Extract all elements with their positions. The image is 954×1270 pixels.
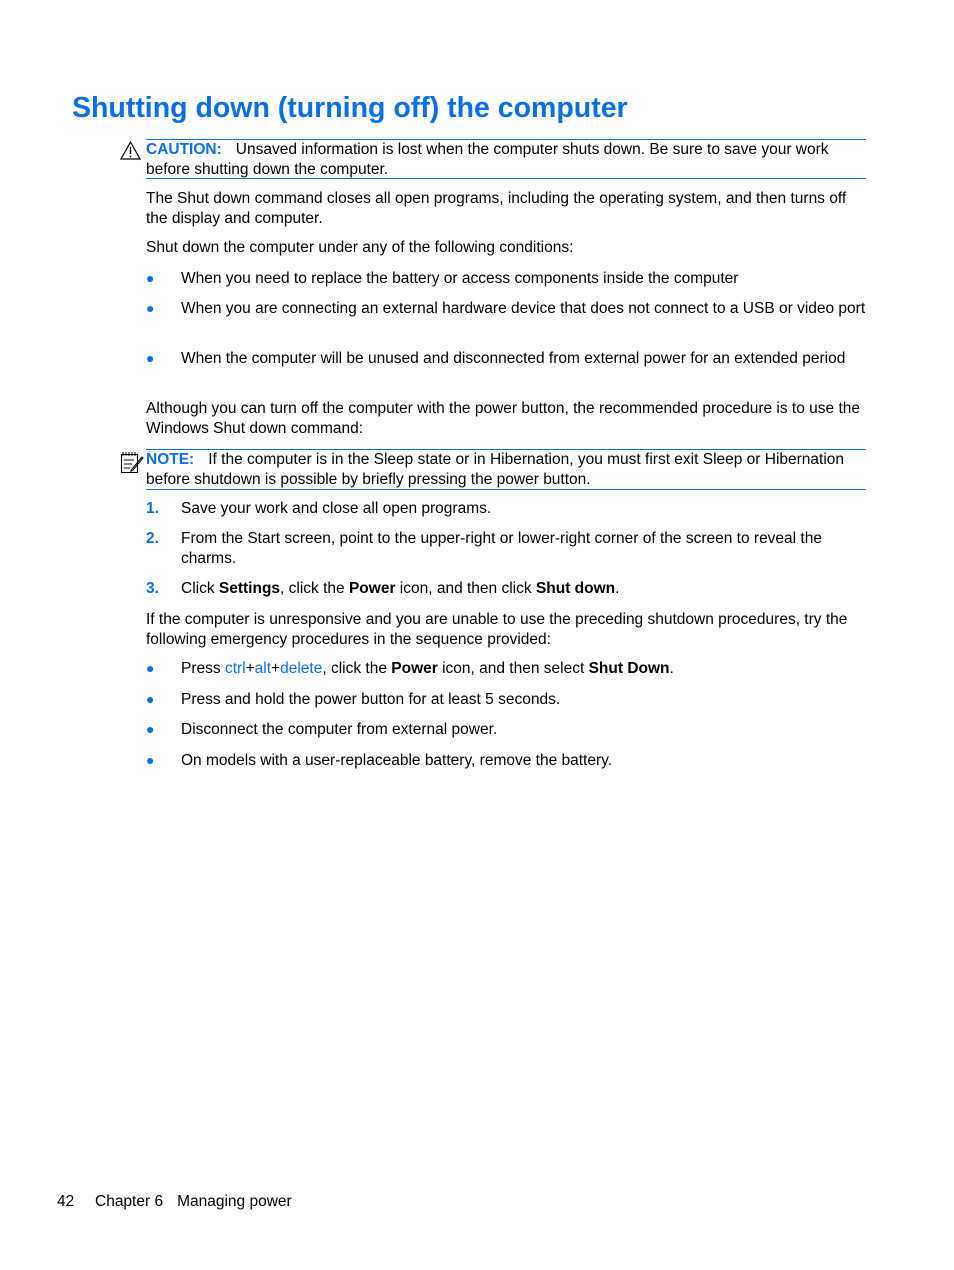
step-text: Save your work and close all open programs. xyxy=(181,500,492,517)
step-text-part: Click xyxy=(181,580,219,597)
chapter-label: Chapter 6 xyxy=(95,1193,164,1210)
delete-key: delete xyxy=(280,660,323,677)
note-box xyxy=(146,449,866,490)
note-label: NOTE: xyxy=(146,451,195,468)
section-label: Managing power xyxy=(177,1193,292,1210)
emergency-intro: If the computer is unresponsive and you are unable to use the preceding shutdown procedures, try the following emergency procedures in the sequence provided: xyxy=(146,611,848,648)
step-number: 1. xyxy=(146,500,159,517)
page-title: Shutting down (turning off) the computer xyxy=(72,92,628,124)
bullet-dot-icon: ● xyxy=(146,300,155,316)
bullet-dot-icon: ● xyxy=(146,270,155,286)
bullet-dot-icon: ● xyxy=(146,721,155,737)
intro-paragraph: The Shut down command closes all open programs, including the operating system, and then turns off the display and computer. xyxy=(146,190,847,227)
caution-label: CAUTION: xyxy=(146,141,222,158)
caution-text: Unsaved information is lost when the computer shuts down. Be sure to save your work before shutting down the computer. xyxy=(146,141,829,178)
note-text: If the computer is in the Sleep state or in Hibernation, you must first exit Sleep or Hibernation before shutdown is possible by briefly pressing the power button. xyxy=(146,451,845,488)
page-number: 42 xyxy=(57,1193,75,1210)
note-pad-icon xyxy=(120,451,144,480)
step-number: 3. xyxy=(146,580,159,597)
text-part: + xyxy=(245,660,255,677)
settings-term: Settings xyxy=(218,580,281,597)
bullet-dot-icon: ● xyxy=(146,350,155,366)
step-text: From the Start screen, point to the upper-right or lower-right corner of the screen to reveal the charms. xyxy=(181,530,822,567)
condition-text: When you need to replace the battery or access components inside the computer xyxy=(181,270,739,287)
step-text-part: icon, and then click xyxy=(395,580,536,597)
emergency-text: Press and hold the power button for at least 5 seconds. xyxy=(181,691,561,708)
warning-triangle-icon xyxy=(120,141,141,166)
condition-text: When the computer will be unused and disconnected from external power for an extended period xyxy=(181,350,846,367)
step-text-part: , click the xyxy=(280,580,349,597)
shut-down-term: Shut Down xyxy=(588,660,670,677)
step-text xyxy=(181,579,866,599)
step-text-part: . xyxy=(615,580,620,597)
shut-down-term: Shut down xyxy=(535,580,616,597)
text-part: Press xyxy=(181,660,225,677)
power-term: Power xyxy=(391,660,438,677)
power-term: Power xyxy=(348,580,396,597)
step-number: 2. xyxy=(146,530,159,547)
text-part: , click the xyxy=(322,660,392,677)
caution-box xyxy=(146,139,866,179)
bullet-dot-icon: ● xyxy=(146,660,155,676)
emergency-text: Disconnect the computer from external power. xyxy=(181,721,498,738)
procedure-intro: Although you can turn off the computer with the power button, the recommended procedure is to use the Windows Shut down command: xyxy=(146,400,861,437)
ctrl-key: ctrl xyxy=(224,660,246,677)
bullet-dot-icon: ● xyxy=(146,752,155,768)
emergency-text: On models with a user-replaceable battery, remove the battery. xyxy=(181,752,613,769)
bullet-dot-icon: ● xyxy=(146,691,155,707)
text-part: . xyxy=(669,660,674,677)
text-part: + xyxy=(271,660,281,677)
text-part: icon, and then select xyxy=(437,660,589,677)
alt-key: alt xyxy=(254,660,272,677)
emergency-text xyxy=(181,659,866,679)
condition-text: When you are connecting an external hardware device that does not connect to a USB or video port xyxy=(181,300,866,317)
page-footer xyxy=(57,1192,292,1212)
conditions-intro: Shut down the computer under any of the following conditions: xyxy=(146,239,574,256)
